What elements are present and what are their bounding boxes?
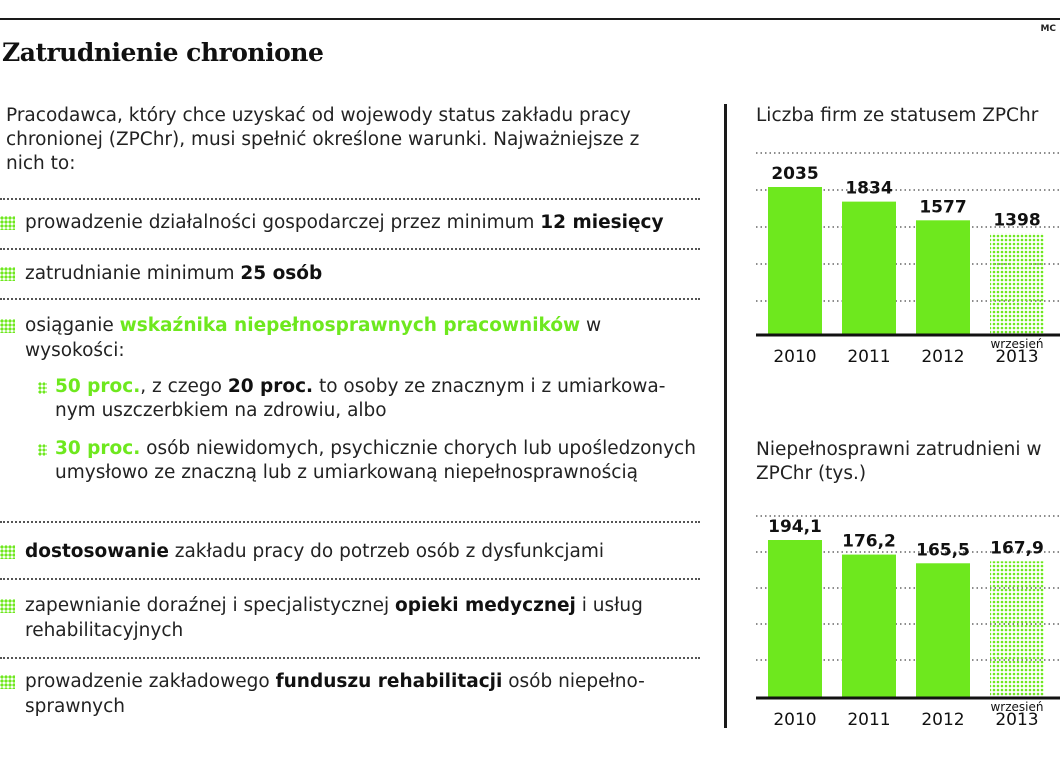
x-tick-label: 2010: [773, 347, 817, 367]
item-highlight: opieki medycznej: [395, 595, 576, 616]
data-label: 1834: [845, 178, 893, 199]
bar-2010: [768, 187, 822, 335]
x-tick-label: 2012: [921, 710, 965, 730]
x-tick-label: 2010: [773, 710, 817, 730]
item-text: i usług rehabilitacyjnych: [25, 595, 643, 641]
x-tick-label: 2013: [995, 347, 1039, 367]
item-highlight: 25 osób: [240, 263, 323, 284]
item-highlight: dostosowanie: [25, 541, 169, 562]
bar-chart-firms: [756, 150, 1060, 375]
dot-bullet-icon: [0, 545, 15, 559]
bar-2012: [916, 220, 970, 335]
dot-bullet-icon: [0, 216, 15, 230]
x-tick-note: wrzesień: [990, 700, 1044, 714]
item-text: w wysokości:: [25, 315, 602, 361]
sub-item-percent: 50 proc.: [55, 376, 141, 397]
item-text: osiąganie: [25, 315, 120, 336]
separator: [0, 198, 700, 200]
item-text: prowadzenie zakładowego: [25, 671, 276, 692]
sub-item-text: osób niewidomych, psychicznie chorych lub upośledzonych umysłowo ze znaczną lub z umiarkowaną niepełnosprawnością: [55, 438, 696, 483]
data-label: 176,2: [842, 531, 896, 552]
chart-title: Liczba firm ze statusem ZPChr: [756, 105, 1039, 126]
sub-item-percent: 30 proc.: [55, 438, 141, 459]
dot-bullet-icon: [0, 319, 15, 333]
data-label: 165,5: [916, 540, 970, 561]
separator: [0, 521, 700, 523]
data-label: 167,9: [990, 538, 1044, 559]
dot-bullet-icon: [0, 599, 15, 613]
dot-bullet-icon: [0, 675, 15, 689]
data-label: 1398: [993, 210, 1041, 231]
bar-chart-employees: [756, 508, 1060, 736]
item-highlight-green: wskaźnika niepełnosprawnych pracowników: [119, 315, 581, 336]
bar-2010: [768, 540, 822, 698]
item-text: zapewnianie doraźnej i specjalistycznej: [25, 595, 396, 616]
sub-item-text: , z czego: [140, 376, 228, 397]
chart-title: Niepełnosprawni zatrudnieni w ZPChr (tys.): [756, 439, 1042, 484]
separator: [0, 657, 700, 659]
separator: [0, 578, 700, 580]
item-text: zakładu pracy do potrzeb osób z dysfunkcjami: [168, 541, 605, 562]
dot-bullet-icon: [38, 382, 47, 394]
x-tick-label: 2012: [921, 347, 965, 367]
page-title: Zatrudnienie chronione: [2, 38, 324, 67]
bar-2011: [842, 555, 896, 698]
credit: MC: [1040, 24, 1056, 34]
data-label: 194,1: [768, 517, 822, 537]
bar-2013: [990, 233, 1044, 335]
item-text: zatrudnianie minimum: [25, 263, 241, 284]
item-highlight: funduszu rehabilitacji: [275, 671, 503, 692]
separator: [0, 298, 700, 300]
column-divider: [724, 104, 727, 728]
x-tick-label: 2011: [847, 710, 891, 730]
x-tick-label: 2013: [995, 710, 1039, 730]
dot-bullet-icon: [0, 267, 15, 281]
sub-item-highlight: 20 proc.: [227, 376, 314, 397]
top-rule: [0, 18, 1060, 20]
item-highlight: 12 miesięcy: [540, 212, 664, 233]
separator: [0, 248, 700, 250]
data-label: 1577: [919, 197, 967, 218]
dot-bullet-icon: [38, 444, 47, 456]
x-tick-note: wrzesień: [990, 337, 1044, 351]
item-text: osób niepełno-sprawnych: [25, 671, 645, 717]
sub-item-text: to osoby ze znacznym i z umiarkowa-nym uszczerbkiem na zdrowiu, albo: [55, 376, 666, 421]
data-label: 2035: [771, 164, 819, 184]
x-tick-label: 2011: [847, 347, 891, 367]
bar-2012: [916, 563, 970, 698]
bar-2013: [990, 561, 1044, 698]
intro-text: Pracodawca, który chce uzyskać od wojewody status zakładu pracy chronionej (ZPChr), musi spełnić określone warunki. Najważniejsze z nich to:: [6, 105, 640, 174]
bar-2011: [842, 202, 896, 335]
item-text: prowadzenie działalności gospodarczej przez minimum: [25, 212, 541, 233]
